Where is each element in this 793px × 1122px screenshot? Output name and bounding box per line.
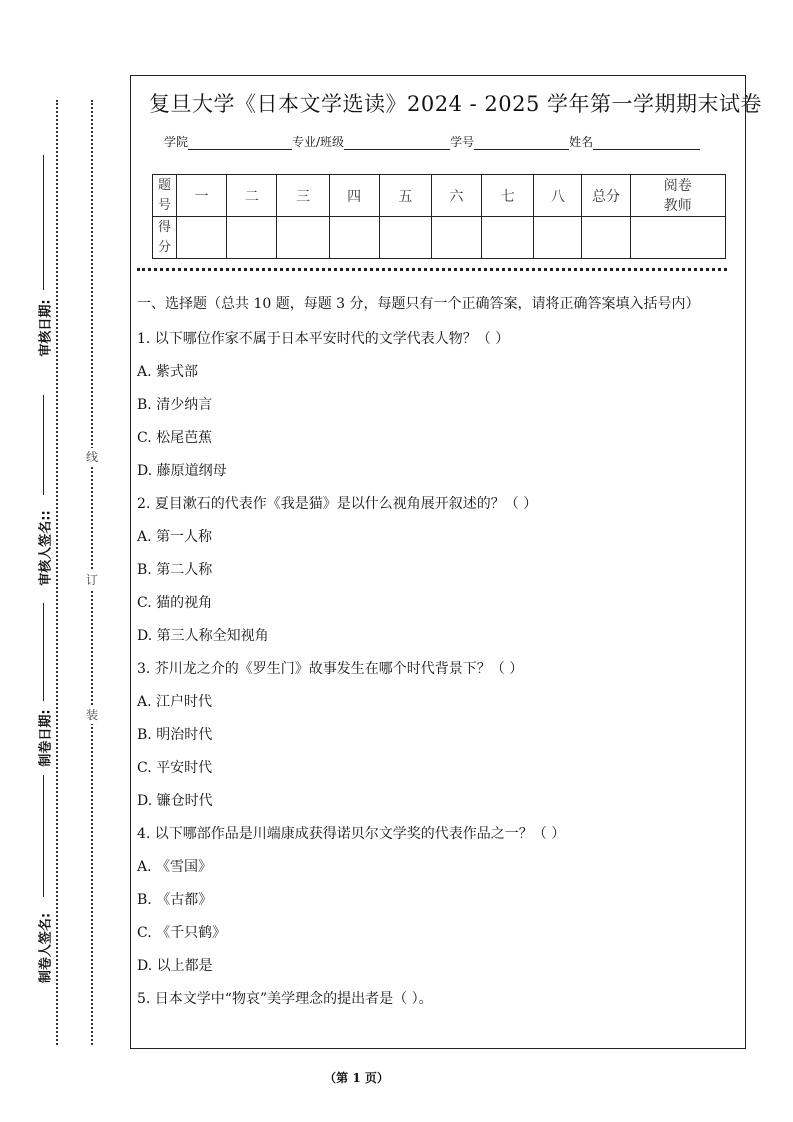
- score-cell[interactable]: [379, 217, 431, 259]
- cut-mark-ding: 订: [86, 573, 99, 587]
- section-heading: 一、选择题（总共 10 题，每题 3 分，每题只有一个正确答案，请将正确答案填入括号内）: [137, 296, 700, 312]
- score-label: 得分: [153, 217, 177, 259]
- question-text: 5. 日本文学中“物哀”美学理念的提出者是（ ）。: [137, 991, 433, 1007]
- page-number: （第 1 页）: [324, 1071, 389, 1085]
- college-field[interactable]: [188, 136, 292, 150]
- score-row: [153, 217, 726, 259]
- answer-option: B. 《古都》: [137, 892, 213, 908]
- make-date-label: 制卷日期:: [38, 709, 54, 767]
- col-8: 八: [534, 175, 582, 217]
- col-total: 总分: [582, 175, 630, 217]
- score-cell[interactable]: [482, 217, 534, 259]
- score-cell[interactable]: [630, 217, 725, 259]
- question-number-label: 题号: [153, 175, 177, 217]
- student-id-label: 学号: [450, 135, 475, 149]
- score-cell[interactable]: [329, 217, 379, 259]
- answer-option: A. 江户时代: [137, 694, 213, 710]
- major-class-field[interactable]: [344, 136, 450, 150]
- question-text: 1. 以下哪位作家不属于日本平安时代的文学代表人物？（ ）: [137, 331, 510, 347]
- answer-option: C. 《千只鹤》: [137, 925, 227, 941]
- answer-option: D. 以上都是: [137, 958, 213, 974]
- score-cell[interactable]: [227, 217, 277, 259]
- question-number-row: [153, 175, 726, 217]
- answer-option: A. 第一人称: [137, 529, 213, 545]
- binding-dotted-line-outer: [56, 100, 58, 1045]
- section-divider: [137, 268, 727, 271]
- reviewer-signature-line: [43, 395, 44, 495]
- score-cell[interactable]: [534, 217, 582, 259]
- col-2: 二: [227, 175, 277, 217]
- answer-option: A. 紫式部: [137, 364, 199, 380]
- answer-option: B. 明治时代: [137, 727, 213, 743]
- reviewer-signature-label: 审核人签名::: [38, 510, 54, 586]
- answer-option: C. 猫的视角: [137, 595, 213, 611]
- name-field[interactable]: [593, 136, 700, 150]
- student-id-field[interactable]: [474, 136, 569, 150]
- col-4: 四: [329, 175, 379, 217]
- maker-signature-line: [43, 775, 44, 897]
- answer-option: D. 藤原道纲母: [137, 463, 227, 479]
- maker-signature-label: 制卷人签名:: [38, 912, 54, 984]
- cut-mark-xian: 线: [86, 450, 99, 464]
- question-text: 2. 夏目漱石的代表作《我是猫》是以什么视角展开叙述的？（ ）: [137, 496, 538, 512]
- major-class-label: 专业/班级: [292, 135, 345, 149]
- question-text: 4. 以下哪部作品是川端康成获得诺贝尔文学奖的代表作品之一？（ ）: [137, 826, 566, 842]
- student-info-row: [164, 133, 700, 150]
- answer-option: B. 清少纳言: [137, 397, 213, 413]
- col-3: 三: [277, 175, 329, 217]
- score-cell[interactable]: [582, 217, 630, 259]
- question-text: 3. 芥川龙之介的《罗生门》故事发生在哪个时代背景下？（ ）: [137, 661, 524, 677]
- college-label: 学院: [164, 135, 189, 149]
- name-label: 姓名: [569, 135, 594, 149]
- make-date-line: [43, 603, 44, 701]
- cut-mark-zhuang: 装: [86, 708, 99, 722]
- answer-option: C. 平安时代: [137, 760, 213, 776]
- exam-frame: [130, 75, 763, 1049]
- review-date-line: [43, 155, 44, 290]
- col-7: 七: [482, 175, 534, 217]
- exam-title: 复旦大学《日本文学选读》2024 - 2025 学年第一学期期末试卷: [149, 92, 763, 116]
- col-grader: 阅卷教师: [630, 175, 725, 217]
- score-cell[interactable]: [177, 217, 227, 259]
- score-table: [152, 174, 726, 259]
- score-cell[interactable]: [431, 217, 481, 259]
- answer-option: C. 松尾芭蕉: [137, 430, 213, 446]
- col-5: 五: [379, 175, 431, 217]
- answer-option: A. 《雪国》: [137, 859, 213, 875]
- answer-option: D. 镰仓时代: [137, 793, 213, 809]
- score-cell[interactable]: [277, 217, 329, 259]
- review-date-label: 审核日期:: [38, 299, 54, 357]
- col-1: 一: [177, 175, 227, 217]
- col-6: 六: [431, 175, 481, 217]
- answer-option: B. 第二人称: [137, 562, 213, 578]
- question-section: [137, 293, 737, 1016]
- answer-option: D. 第三人称全知视角: [137, 628, 269, 644]
